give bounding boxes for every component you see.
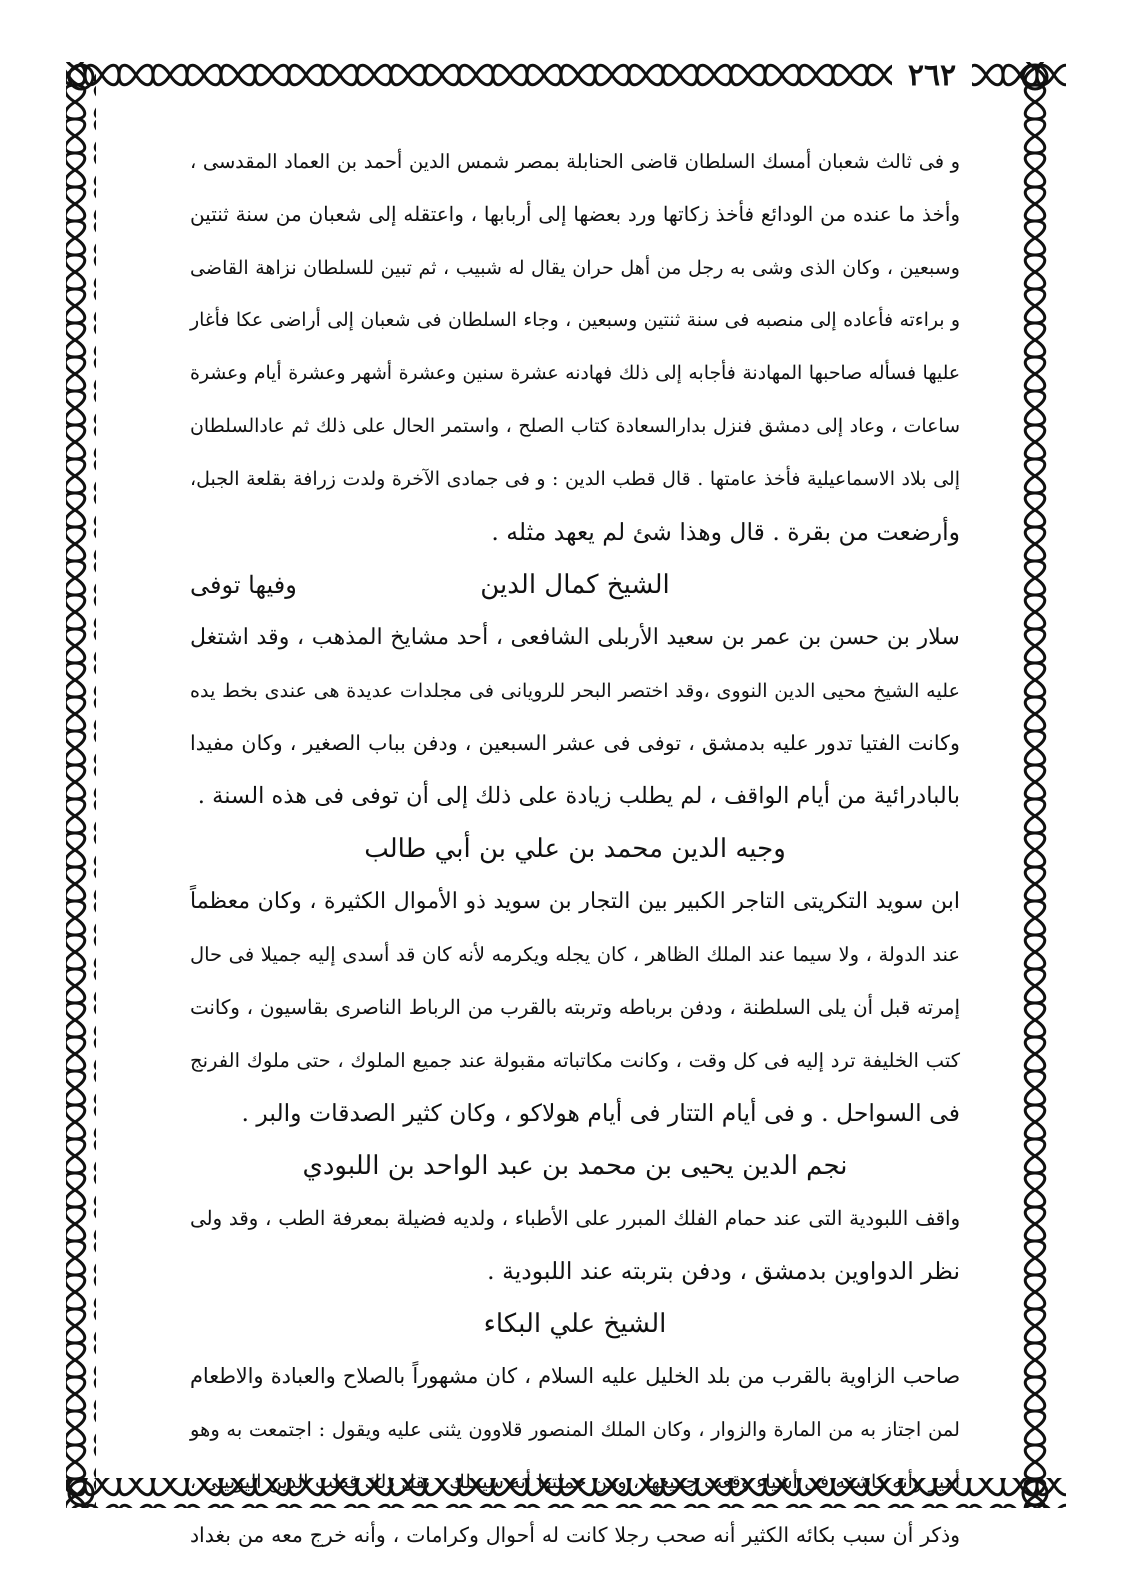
section-heading: نجم الدين يحيى بن محمد بن عبد الواحد بن اللبودي — [302, 1151, 848, 1181]
text-line: وذكر أن سبب بكائه الكثير أنه صحب رجلا كانت له أحوال وكرامات ، وأنه خرج معه من بغداد — [190, 1523, 960, 1547]
text-line: عليه الشيخ محيى الدين النووى ،وقد اختصر البحر للرويانى فى مجلدات عديدة هى عندى بخط يده — [190, 679, 960, 702]
section-heading: الشيخ كمال الدين — [480, 570, 670, 600]
text-line: و فى ثالث شعبان أمسك السلطان قاضى الحنابلة بمصر شمس الدين أحمد بن العماد المقدسى ، — [190, 150, 960, 173]
text-line: أمير وأنه كاشفه فى أشياء وقعت جميعها ، ومن جملتها أنه سيملك . نقل ذلك قطب الدين اليونينى ، — [190, 1471, 960, 1493]
text-line: واقف اللبودية التى عند حمام الفلك المبرر على الأطباء ، ولديه فضيلة بمعرفة الطب ، وقد ولى — [190, 1207, 960, 1230]
text-line: عند الدولة ، ولا سيما عند الملك الظاهر ، كان يجله ويكرمه لأنه كان قد أسدى إليه جميلا فى حال — [190, 943, 960, 966]
text-line: نظر الدواوين بدمشق ، ودفن بتربته عند اللبودية . — [487, 1257, 960, 1285]
text-line: عليها فسأله صاحبها المهادنة فأجابه إلى ذلك فهادنه عشرة سنين وعشرة أشهر وعشرة أيام وعشرة — [190, 363, 960, 384]
text-line: فى السواحل . و فى أيام التتار فى أيام هولاكو ، وكان كثير الصدقات والبر . — [241, 1099, 960, 1127]
obituary-heading-row — [190, 559, 960, 611]
section-heading: وجيه الدين محمد بن علي بن أبي طالب — [364, 834, 786, 864]
text-line: وسبعين ، وكان الذى وشى به رجل من أهل حران يقال له شبيب ، ثم تبين للسلطان نزاهة القاضى — [190, 256, 960, 279]
section-note: وفيها توفى — [190, 571, 297, 599]
page-body — [190, 135, 960, 1562]
section-heading: الشيخ علي البكاء — [483, 1309, 667, 1339]
paragraph-kamal-al-din — [190, 611, 960, 823]
text-line: إلى بلاد الاسماعيلية فأخذ عامتها . قال قطب الدين : و فى جمادى الآخرة ولدت زرافة بقلعة الجبل، — [190, 468, 960, 490]
paragraph-ali-al-bakka — [190, 1350, 960, 1562]
text-line: وأخذ ما عنده من الودائع فأخذ زكاتها ورد بعضها إلى أربابها ، واعتقله إلى شعبان من سنة ثنتين — [190, 202, 960, 226]
text-line: كتب الخليفة ترد إليه فى كل وقت ، وكانت مكاتباته مقبولة عند جميع الملوك ، حتى ملوك الفرنج — [190, 1049, 960, 1072]
text-line: ساعات ، وعاد إلى دمشق فنزل بدارالسعادة كتاب الصلح ، واستمر الحال على ذلك ثم عادالسلطان — [190, 415, 960, 437]
text-line: وكانت الفتيا تدور عليه بدمشق ، توفى فى عشر السبعين ، ودفن بباب الصغير ، وكان مفيدا — [190, 731, 960, 755]
text-line: لمن اجتاز به من المارة والزوار ، وكان الملك المنصور قلاوون يثنى عليه ويقول : اجتمعت به وهو — [190, 1418, 960, 1441]
text-line: صاحب الزاوية بالقرب من بلد الخليل عليه السلام ، كان مشهوراً بالصلاح والعبادة والاطعام — [190, 1364, 960, 1388]
text-line: و براءته فأعاده إلى منصبه فى سنة ثنتين وسبعين ، وجاء السلطان فى شعبان إلى أراضى عكا فأغار — [190, 310, 960, 331]
text-line: ابن سويد التكريتى التاجر الكبير بين التجار بن سويد ذو الأموال الكثيرة ، وكان معظماً — [190, 889, 960, 914]
paragraph-wajih-al-din — [190, 875, 960, 1140]
paragraph-najm-al-din — [190, 1192, 960, 1298]
paragraph-intro — [190, 135, 960, 559]
text-line: إمرته قبل أن يلى السلطنة ، ودفن برباطه وتربته بالقرب من الرباط الناصرى بقاسيون ، وكانت — [190, 996, 960, 1019]
text-line: وأرضعت من بقرة . قال وهذا شئ لم يعهد مثله . — [491, 518, 960, 546]
text-line: بالبادرائية من أيام الواقف ، لم يطلب زيادة على ذلك إلى أن توفى فى هذه السنة . — [197, 783, 960, 809]
text-line: سلار بن حسن بن عمر بن سعيد الأربلى الشافعى ، أحد مشايخ المذهب ، وقد اشتغل — [190, 624, 960, 650]
page-number: ٢٦٢ — [892, 56, 972, 96]
